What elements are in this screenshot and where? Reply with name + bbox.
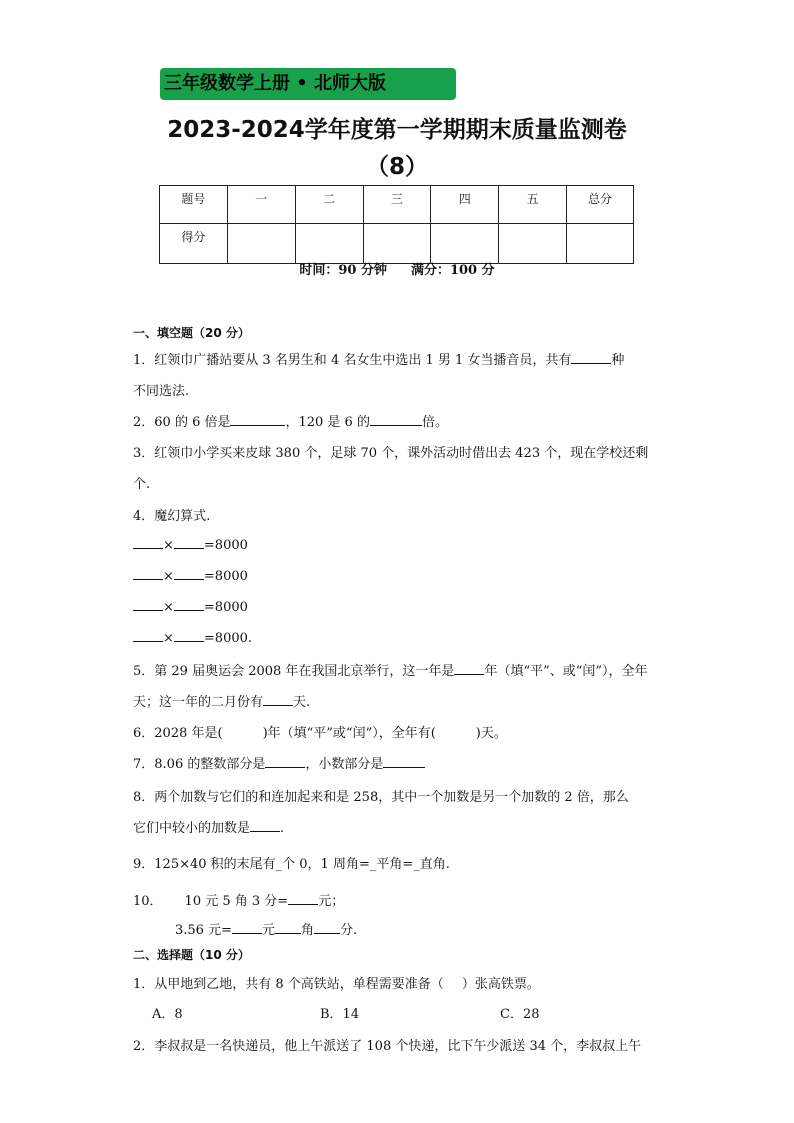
score-cell[interactable]: [567, 224, 634, 264]
times-sign: ×: [163, 538, 174, 553]
q8-text-end: .: [280, 821, 285, 836]
answer-blank[interactable]: [314, 921, 340, 934]
q8-text: 它们中较小的加数是: [133, 821, 251, 836]
answer-blank[interactable]: [383, 755, 425, 768]
score-table-score-row: [160, 224, 634, 264]
q6-text-mid: )年（填“平”或“闰”），全年有(: [262, 726, 436, 741]
magic-equation-row: [133, 598, 248, 615]
question-10-part2: [175, 919, 357, 938]
score-table-header-row: [160, 186, 634, 224]
score-table: [159, 185, 634, 264]
answer-blank[interactable]: [133, 567, 163, 580]
header-cell: 题号: [160, 186, 228, 224]
magic-equation-row: [133, 567, 248, 584]
q6-text: 6．2028 年是(: [133, 726, 223, 741]
section-1-heading: 一、填空题（20 分）: [133, 326, 250, 340]
choice-question-2: 2．李叔叔是一名快递员，他上午派送了 108 个快递，比下午少派送 34 个，李叔叔上午: [133, 1039, 642, 1054]
score-cell[interactable]: [431, 224, 499, 264]
time-limit: 时间：90 分钟: [299, 263, 387, 278]
times-sign: ×: [163, 600, 174, 615]
score-cell[interactable]: [499, 224, 567, 264]
exam-meta: [0, 259, 794, 278]
magic-equation-row: [133, 536, 248, 553]
equals-value: =8000.: [203, 631, 253, 646]
equals-value: =8000: [203, 600, 248, 615]
q5-text-mid: 年（填“平”、或“闰”），全年: [484, 664, 648, 679]
q10-unit-jiao: 角: [301, 923, 315, 938]
grade-badge: 三年级数学上册 • 北师大版: [160, 68, 456, 100]
question-1: [133, 349, 624, 368]
answer-blank[interactable]: [275, 921, 301, 934]
answer-blank[interactable]: [133, 629, 163, 642]
magic-equation-row: [133, 629, 252, 646]
page-title: 2023-2024学年度第一学期期末质量监测卷: [167, 117, 627, 143]
header-cell: 五: [499, 186, 567, 224]
header-cell: 三: [363, 186, 431, 224]
question-10: [133, 890, 344, 909]
question-4: 4．魔幻算式.: [133, 509, 211, 524]
score-cell[interactable]: [363, 224, 431, 264]
q5-text: 5．第 29 届奥运会 2008 年在我国北京举行，这一年是: [133, 664, 455, 679]
q7-text: 7．8.06 的整数部分是: [133, 757, 266, 772]
question-5: [133, 660, 648, 679]
question-3-cont: 个.: [133, 477, 151, 492]
answer-blank[interactable]: [174, 567, 204, 580]
answer-blank[interactable]: [265, 755, 305, 768]
answer-blank[interactable]: [370, 413, 422, 426]
question-8: 8．两个加数与它们的和连加起来和是 258，其中一个加数是另一个加数的 2 倍，那么: [133, 790, 629, 805]
q10-unit-yuan: 元: [261, 923, 275, 938]
q10-text-end: 元；: [318, 894, 345, 909]
answer-blank[interactable]: [230, 413, 285, 426]
q10-text2: 3.56 元=: [175, 923, 232, 938]
answer-blank[interactable]: [263, 693, 293, 706]
answer-blank[interactable]: [174, 629, 204, 642]
q6-text-end: )天。: [475, 726, 507, 741]
q7-text-mid: ，小数部分是: [305, 757, 384, 772]
score-cell[interactable]: [227, 224, 295, 264]
q10-number: 10．: [133, 894, 163, 909]
q5-text-end: 天.: [293, 695, 311, 710]
q2-text: 2．60 的 6 倍是: [133, 415, 231, 430]
equals-value: =8000: [203, 538, 248, 553]
times-sign: ×: [163, 631, 174, 646]
s2q1-text: 1．从甲地到乙地，共有 8 个高铁站，单程需要准备（: [133, 977, 444, 992]
score-cell[interactable]: [295, 224, 363, 264]
page-subtitle: （8）: [365, 154, 428, 180]
s2q1-text-end: ）张高铁票。: [461, 977, 540, 992]
question-5-cont: [133, 691, 310, 710]
q5-text-cont: 天；这一年的二月份有: [133, 695, 264, 710]
answer-blank[interactable]: [571, 351, 611, 364]
row-label-cell: 得分: [160, 224, 228, 264]
answer-blank[interactable]: [288, 892, 318, 905]
question-2: [133, 411, 448, 430]
header-cell: 二: [295, 186, 363, 224]
option-c[interactable]: C．28: [500, 1007, 540, 1022]
q2-text-end: 倍。: [421, 415, 448, 430]
question-3: 3．红领巾小学买来皮球 380 个，足球 70 个，课外活动时借出去 423 个，现在学校还剩: [133, 446, 649, 461]
answer-blank[interactable]: [232, 921, 262, 934]
times-sign: ×: [163, 569, 174, 584]
answer-blank[interactable]: [133, 598, 163, 611]
full-score: 满分：100 分: [410, 263, 495, 278]
header-cell: 总分: [567, 186, 634, 224]
question-7: [133, 753, 425, 772]
question-9: 9．125×40 积的末尾有_个 0，1 周角=_平角=_直角.: [133, 857, 450, 872]
header-cell: 一: [227, 186, 295, 224]
answer-blank[interactable]: [250, 819, 280, 832]
q1-text-end: 种: [611, 353, 625, 368]
answer-blank[interactable]: [174, 598, 204, 611]
question-1-cont: 不同选法.: [133, 384, 190, 399]
question-8-cont: [133, 817, 284, 836]
choice-question-1: [133, 973, 540, 992]
answer-blank[interactable]: [454, 662, 484, 675]
section-2-heading: 二、选择题（10 分）: [133, 948, 250, 962]
answer-blank[interactable]: [174, 536, 204, 549]
equals-value: =8000: [203, 569, 248, 584]
option-b[interactable]: B．14: [320, 1007, 360, 1022]
option-a[interactable]: A．8: [152, 1007, 183, 1022]
q1-text: 1．红领巾广播站要从 3 名男生和 4 名女生中选出 1 男 1 女当播音员，共有: [133, 353, 572, 368]
header-cell: 四: [431, 186, 499, 224]
q10-unit-fen: 分.: [340, 923, 358, 938]
q10-text: 10 元 5 角 3 分=: [184, 894, 289, 909]
question-6: [133, 722, 507, 741]
answer-blank[interactable]: [133, 536, 163, 549]
q2-text-mid: ，120 是 6 的: [285, 415, 370, 430]
